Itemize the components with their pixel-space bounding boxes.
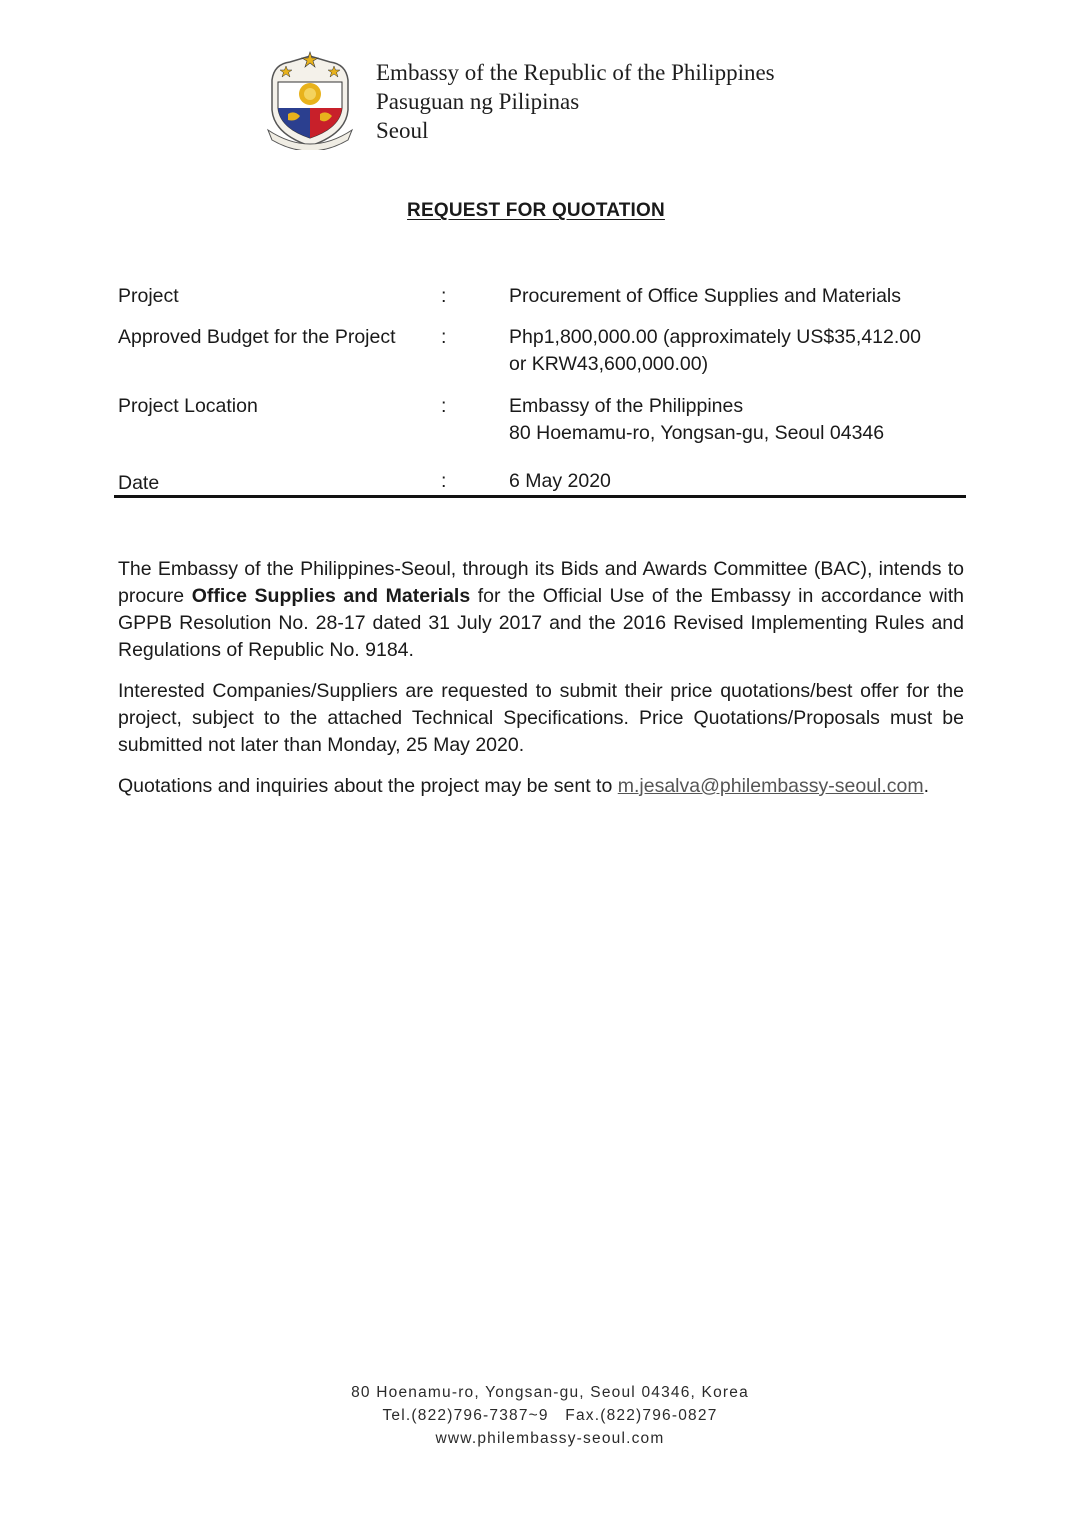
footer bbox=[0, 1381, 1072, 1450]
paragraph-contact bbox=[118, 773, 964, 800]
letterhead-filipino-name: Pasuguan ng Pilipinas bbox=[376, 89, 580, 114]
footer-fax: Fax.(822)796-0827 bbox=[565, 1407, 718, 1424]
location-value bbox=[509, 393, 979, 447]
paragraph-submission bbox=[118, 678, 964, 759]
footer-website[interactable]: www.philembassy-seoul.com bbox=[435, 1430, 665, 1447]
project-value bbox=[509, 283, 979, 310]
budget-value-line1: Php1,800,000.00 (approximately US$35,412.00 bbox=[509, 326, 921, 348]
contact-text-b: . bbox=[923, 775, 930, 797]
intro-text-b: for the Official Use of the Embassy in accordance with GPPB Resolution No. 28-17 dated 31 July 2017 and the 2016 Revised Implementing Rules and Regulations of Republic No. 9184. bbox=[118, 585, 964, 661]
paragraph-intro bbox=[118, 556, 964, 664]
location-value-line1: Embassy of the Philippines bbox=[509, 395, 744, 417]
letterhead-city: Seoul bbox=[376, 118, 429, 143]
document-title-wrap bbox=[0, 200, 1072, 222]
colon: : bbox=[441, 285, 447, 307]
letterhead-embassy-name: Embassy of the Republic of the Philippines bbox=[376, 60, 775, 85]
table-bottom-rule bbox=[114, 495, 966, 498]
footer-tel: Tel.(822)796-7387~9 bbox=[382, 1407, 549, 1424]
location-label: Project Location bbox=[118, 395, 258, 417]
letterhead bbox=[264, 50, 884, 160]
philippine-seal-icon bbox=[264, 50, 356, 150]
submission-text: Interested Companies/Suppliers are requested to submit their price quotations/best offer for the project, subject to the attached Technical Specifications. Price Quotations/Proposals must be submitted not later than Monday, 25 May 2020. bbox=[118, 680, 964, 756]
footer-phone-fax bbox=[0, 1404, 1072, 1427]
budget-value-line2: or KRW43,600,000.00) bbox=[509, 353, 709, 375]
document-title: REQUEST FOR QUOTATION bbox=[407, 200, 665, 221]
contact-email-link[interactable]: m.jesalva@philembassy-seoul.com bbox=[617, 775, 924, 797]
colon: : bbox=[441, 470, 447, 492]
date-label: Date bbox=[118, 472, 160, 494]
budget-value bbox=[509, 324, 979, 378]
body-text bbox=[118, 556, 964, 814]
date-value bbox=[509, 468, 979, 495]
colon: : bbox=[441, 395, 447, 417]
budget-label: Approved Budget for the Project bbox=[118, 326, 396, 348]
footer-address: 80 Hoenamu-ro, Yongsan-gu, Seoul 04346, Korea bbox=[351, 1384, 749, 1401]
intro-bold-item: Office Supplies and Materials bbox=[191, 585, 471, 607]
project-label: Project bbox=[118, 285, 179, 307]
date-value-text: 6 May 2020 bbox=[509, 470, 611, 492]
contact-text-a: Quotations and inquiries about the project may be sent to bbox=[118, 775, 618, 797]
intro-text-a: The Embassy of the Philippines-Seoul, through its Bids and Awards Committee (BAC), intends to procure bbox=[118, 558, 964, 607]
colon: : bbox=[441, 326, 447, 348]
project-value-text: Procurement of Office Supplies and Materials bbox=[509, 285, 901, 307]
location-value-line2: 80 Hoemamu-ro, Yongsan-gu, Seoul 04346 bbox=[509, 422, 885, 444]
